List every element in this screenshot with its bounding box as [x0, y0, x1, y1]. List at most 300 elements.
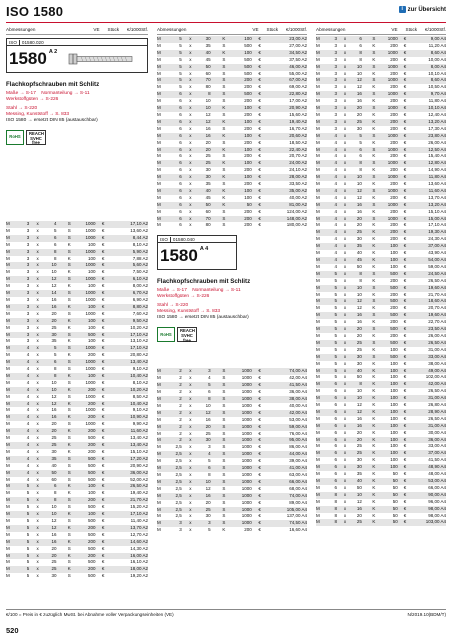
table-cell: M [316, 263, 320, 269]
table-cell: M [316, 312, 327, 319]
table-cell: 26,50 A4 [409, 340, 446, 347]
table-cell: 8,00 A2 [132, 283, 148, 289]
table-row [316, 368, 446, 375]
table-row [6, 380, 148, 387]
table-cell: 5 [334, 291, 337, 297]
table-cell: K [372, 319, 376, 325]
table-cell: S [62, 345, 77, 352]
table-cell: € [258, 375, 261, 381]
table-cell: 500 [244, 42, 252, 48]
table-cell: 35 [43, 456, 62, 463]
table-cell: 41,50 A4 [428, 457, 446, 463]
table-cell: K [62, 525, 77, 532]
table-cell: 7,88 A2 [132, 255, 148, 261]
table-cell: 9,10 A2 [132, 407, 148, 413]
table-cell: M [6, 545, 10, 551]
table-cell: M [316, 423, 327, 430]
table-cell: 16 [356, 319, 362, 325]
footer-code: N/2019.10(BDM/T) [407, 612, 446, 617]
table-cell: € [99, 470, 108, 477]
table-cell: € [99, 249, 108, 256]
table-cell: 42,00 A4 [265, 410, 307, 417]
table-cell: M [316, 285, 327, 292]
table-cell: 6 [334, 471, 337, 477]
table-row [157, 50, 307, 57]
table-cell: x [340, 340, 350, 347]
table-cell: 100 [390, 263, 398, 269]
table-cell: 3 [334, 98, 337, 104]
table-cell: € [101, 310, 105, 316]
table-cell: S [222, 222, 226, 228]
table-row [316, 305, 446, 312]
table-cell: 3 [26, 269, 30, 275]
table-cell: 6 [334, 429, 337, 435]
drive-link[interactable]: Maße → S-17 [6, 91, 36, 96]
table-cell: 200 [390, 208, 398, 214]
table-cell: S [62, 262, 77, 269]
table-cell: 500 [88, 531, 96, 537]
table-cell: € [255, 479, 265, 486]
table-cell: 6 [208, 389, 211, 395]
table-row [316, 519, 446, 526]
table-cell: 6 [359, 153, 362, 159]
rohs-badge: RoHS [6, 130, 24, 145]
table-cell: € [403, 84, 407, 90]
table-cell: M [316, 160, 327, 167]
table-cell: 100 [390, 388, 398, 394]
table-cell: 8 [350, 381, 367, 388]
table-cell: x [36, 255, 39, 261]
table-cell: € [99, 345, 108, 352]
table-cell: 6 [179, 181, 182, 187]
product-norm-label: ISO [160, 236, 168, 242]
table-cell: x [36, 324, 39, 330]
table-cell: x [36, 517, 39, 523]
table-cell: 500 [77, 332, 99, 339]
steel-link[interactable]: Stahl → S-220 [157, 303, 189, 309]
table-cell: 10 [356, 70, 362, 76]
table-cell: € [101, 227, 105, 233]
table-cell: S [222, 56, 226, 62]
table-cell: x [340, 77, 350, 84]
table-cell: 63,00 A4 [289, 471, 307, 477]
table-cell: 50 [196, 64, 216, 71]
table-cell: 8 [327, 519, 340, 526]
table-cell: 1000 [381, 50, 401, 57]
table-cell: € [101, 476, 105, 482]
table-cell: 3 [334, 70, 337, 76]
table-cell: x [32, 483, 43, 490]
table-cell: € [255, 424, 265, 431]
table-cell: 5 [327, 354, 340, 361]
table-cell: M [157, 222, 161, 228]
table-cell: 16 [196, 133, 216, 140]
table-cell: x [340, 423, 350, 430]
table-cell: 500 [88, 476, 96, 482]
table-row [316, 112, 446, 119]
table-cell: € [99, 428, 108, 435]
brass-link[interactable]: Messing, Kunststoff → S. 833 [6, 112, 70, 117]
table-cell: M [6, 387, 18, 394]
table-cell: 10 [356, 181, 362, 187]
table-cell: 25 [205, 430, 211, 436]
table-cell: K [367, 368, 381, 375]
table-row [157, 465, 307, 472]
table-cell: M [316, 319, 320, 325]
table-cell: x [189, 56, 192, 62]
table-cell: 100 [232, 188, 255, 195]
table-cell: 5 [18, 511, 32, 518]
table-cell: 8,60 A4 [409, 77, 446, 84]
table-cell: M [316, 257, 327, 264]
table-cell: 10 [196, 479, 216, 486]
table-cell: K [62, 304, 77, 311]
table-cell: K [222, 194, 226, 200]
table-cell: x [340, 492, 350, 499]
table-cell: S [62, 276, 77, 283]
table-cell: € [401, 340, 409, 347]
table-cell: 200 [77, 553, 99, 560]
product-links [6, 91, 148, 103]
table-cell: 4 [334, 236, 337, 242]
table-cell: M [157, 98, 161, 104]
table-cell: S [216, 507, 232, 514]
table-cell: 5 [170, 50, 185, 57]
footer-note: €/100 = Preis in € zuzüglich MwSt. bei Abnahme voller Verpackungseinheiten (VE) [6, 612, 174, 617]
table-cell: x [36, 531, 39, 537]
table-cell: 20 [51, 310, 57, 316]
table-cell: x [36, 283, 39, 289]
table-cell: S [67, 227, 71, 233]
table-cell: S [216, 493, 232, 500]
table-cell: 53,00 A4 [289, 416, 307, 422]
table-cell: 1000 [85, 296, 96, 302]
table-cell: x [185, 216, 196, 223]
table-row [157, 431, 307, 438]
table-cell: x [189, 527, 192, 533]
table-cell: 11,80 A4 [409, 174, 446, 181]
table-cell: x [343, 56, 347, 62]
table-cell: 500 [381, 312, 401, 319]
table-cell: S [222, 208, 226, 214]
table-cell: K [367, 492, 381, 499]
table-cell: M [157, 56, 161, 62]
table-cell: 1000 [241, 402, 252, 408]
table-cell: 31,00 A4 [428, 346, 446, 352]
table-cell: S [216, 216, 232, 223]
table-cell: x [36, 476, 39, 482]
table-cell: K [367, 409, 381, 416]
table-cell: x [340, 50, 350, 57]
table-cell: € [258, 499, 261, 505]
table-cell: € [401, 478, 409, 485]
table-cell: S [62, 290, 77, 297]
table-cell: 4 [18, 373, 32, 380]
table-cell: x [189, 70, 192, 76]
table-cell: 5 [26, 531, 30, 537]
table-row [316, 395, 446, 402]
table-cell: € [258, 98, 261, 104]
table-cell: M [316, 450, 327, 457]
table-cell: 1000 [85, 407, 96, 413]
table-cell: 10 [43, 511, 62, 518]
table-cell: 39,00 A4 [289, 458, 307, 464]
material-link[interactable]: Werkstoffgüten → S-226 [157, 294, 210, 300]
norm-link[interactable]: Normanteilung → S-11 [41, 91, 90, 96]
table-row [316, 236, 446, 243]
table-cell: 100 [381, 437, 401, 444]
table-cell: x [36, 296, 39, 302]
table-cell: K [367, 243, 381, 250]
table-cell: x [343, 98, 347, 104]
table-cell: M [6, 407, 10, 413]
table-cell: € [258, 56, 261, 62]
table-cell: 100 [390, 402, 398, 408]
table-cell: 50 [392, 498, 398, 504]
table-cell: € [99, 553, 108, 560]
table-cell: x [32, 414, 43, 421]
table-cell: 36,00 A2 [108, 470, 148, 477]
table-cell: x [343, 360, 347, 366]
table-cell: 67,00 A2 [265, 77, 307, 84]
table-row [6, 566, 148, 573]
table-cell: 5 [334, 277, 337, 283]
table-cell: 12,50 A4 [409, 147, 446, 154]
table-cell: 3 [18, 221, 32, 228]
table-cell: x [185, 160, 196, 167]
table-cell: € [255, 174, 265, 181]
table-cell: x [343, 84, 347, 90]
table-cell: 12 [43, 276, 62, 283]
table-cell: K [367, 478, 381, 485]
overview-link[interactable] [399, 6, 446, 13]
table-cell: x [343, 42, 347, 48]
table-cell: K [372, 263, 376, 269]
table-cell: 6 [350, 36, 367, 43]
table-cell: 12,70 A2 [130, 531, 148, 537]
table-cell: M [316, 64, 327, 71]
table-cell: 1000 [85, 393, 96, 399]
product-grade: A 2 [48, 49, 58, 55]
table-cell: € [258, 402, 261, 408]
table-cell: K [216, 160, 232, 167]
table-cell: 1000 [232, 396, 255, 403]
table-cell: 60 [51, 476, 57, 482]
table-cell: K [372, 429, 376, 435]
table-cell: 10,40 A2 [108, 401, 148, 408]
table-cell: 50 [196, 202, 216, 209]
table-cell: 10 [51, 504, 57, 510]
table-cell: € [255, 91, 265, 98]
table-cell: S [367, 326, 381, 333]
table-row [316, 298, 446, 305]
table-row [316, 209, 446, 216]
table-cell: 5 [350, 133, 367, 140]
table-cell: x [340, 519, 350, 526]
table-cell: M [316, 457, 320, 463]
table-cell: € [403, 111, 407, 117]
table-cell: 14,90 A4 [428, 167, 446, 173]
table-cell: 45 [350, 257, 367, 264]
table-cell: 25 [205, 153, 211, 159]
header-vk: VE [252, 27, 259, 32]
table-cell: 100 [390, 346, 398, 352]
table-cell: 22,40 A2 [265, 147, 307, 154]
table-cell: 1000 [381, 188, 401, 195]
table-cell: M [316, 133, 327, 140]
table-cell: K [367, 506, 381, 513]
table-cell: € [99, 401, 108, 408]
table-row [316, 50, 446, 57]
table-cell: 30 [356, 125, 362, 131]
table-cell: € [403, 153, 407, 159]
table-cell: x [189, 42, 192, 48]
table-cell: 100 [88, 241, 96, 247]
table-cell: K [372, 277, 376, 283]
header-rule [6, 22, 446, 23]
table-cell: 500 [381, 354, 401, 361]
table-cell: 6 [43, 359, 62, 366]
table-row [316, 167, 446, 174]
table-row [157, 500, 307, 507]
table-cell: 200 [390, 167, 398, 173]
brass-link[interactable]: Messing, Kunststoff → S. 833 [157, 309, 221, 315]
table-cell: 100 [232, 160, 255, 167]
table-cell: 66,00 A4 [428, 484, 446, 490]
table-cell: M [316, 216, 327, 223]
table-cell: S [367, 91, 381, 98]
table-cell: € [401, 464, 409, 471]
norm-link[interactable]: Normanteilung → S-11 [192, 288, 241, 294]
table-cell: € [258, 84, 261, 90]
table-cell: € [258, 389, 261, 395]
table-cell: € [401, 492, 409, 499]
table-row [157, 527, 307, 534]
table-cell: € [255, 410, 265, 417]
table-cell: 2 [170, 410, 185, 417]
table-cell: 24,30 A4 [428, 236, 446, 242]
table-row [6, 449, 148, 456]
table-cell: M [6, 255, 10, 261]
table-cell: 1000 [241, 416, 252, 422]
table-cell: € [401, 243, 409, 250]
table-cell: 200 [77, 387, 99, 394]
table-cell: S [216, 465, 232, 472]
table-cell: 59,00 A4 [265, 424, 307, 431]
table-cell: 6 [170, 119, 185, 126]
header-price: €/1000Stf. [127, 27, 148, 32]
table-cell: 6 [170, 216, 185, 223]
table-cell: M [316, 512, 320, 518]
table-cell: x [185, 493, 196, 500]
table-cell: 100 [232, 105, 255, 112]
table-cell: 49,00 A4 [409, 368, 446, 375]
table-cell: 100 [88, 324, 96, 330]
table-row [6, 518, 148, 525]
product-code: 01580.020 [19, 40, 46, 45]
table-cell: 6 [327, 478, 340, 485]
table-cell: S [67, 366, 71, 372]
table-cell: 5 [18, 553, 32, 560]
table-cell: S [367, 188, 381, 195]
table-cell: 100 [390, 415, 398, 421]
table-row [6, 221, 148, 228]
table-cell: M [157, 430, 161, 436]
table-cell: x [36, 448, 39, 454]
table-cell: 5 [18, 566, 32, 573]
table-cell: 4 [327, 243, 340, 250]
table-cell: x [340, 506, 350, 513]
table-cell: x [32, 525, 43, 532]
table-cell: 12 [356, 402, 362, 408]
table-cell: 20,70 A4 [428, 305, 446, 311]
table-cell: 2 [170, 368, 185, 375]
table-cell: 35 [205, 181, 211, 187]
drive-link[interactable]: Maße → S-17 [157, 288, 187, 294]
table-row [316, 278, 446, 285]
table-cell: 20,90 A2 [130, 462, 148, 468]
table-cell: € [401, 368, 409, 375]
table-cell: 5 [54, 227, 57, 233]
table-cell: 28,90 A4 [409, 409, 446, 416]
table-cell: 34,50 A2 [265, 50, 307, 57]
table-cell: K [67, 324, 71, 330]
table-cell: x [340, 174, 350, 181]
table-cell: M [157, 479, 170, 486]
table-cell: x [340, 409, 350, 416]
table-cell: 8 [327, 506, 340, 513]
table-cell: K [62, 414, 77, 421]
table-cell: € [258, 513, 261, 519]
table-cell: 24,00 A2 [265, 160, 307, 167]
table-cell: 10 [356, 291, 362, 297]
table-cell: 16,10 A2 [130, 559, 148, 565]
table-cell: 3 [196, 368, 216, 375]
table-cell: 2,5 [170, 493, 185, 500]
table-cell: M [6, 456, 18, 463]
table-cell: € [101, 269, 105, 275]
table-cell: x [32, 249, 43, 256]
table-row [316, 347, 446, 354]
table-cell: 100 [232, 36, 255, 43]
table-cell: 4 [334, 222, 337, 228]
table-cell: K [372, 56, 376, 62]
table-cell: 500 [232, 91, 255, 98]
table-cell: 20 [196, 424, 216, 431]
material-link[interactable]: Werkstoffgüten → S-226 [6, 97, 59, 102]
table-cell: € [403, 167, 407, 173]
table-cell: 9,10 A2 [132, 366, 148, 372]
table-cell: 22,80 A2 [265, 91, 307, 98]
table-cell: M [316, 346, 320, 352]
table-cell: x [343, 167, 347, 173]
table-row [157, 160, 307, 167]
header-qty: Stück [107, 27, 120, 32]
table-cell: 1000 [77, 359, 99, 366]
table-cell: € [401, 147, 409, 154]
table-cell: 200 [77, 539, 99, 546]
table-row [6, 235, 148, 242]
steel-link[interactable]: Stahl → S-220 [6, 106, 38, 111]
table-cell: x [340, 229, 350, 236]
table-cell: 8,44 A2 [108, 235, 148, 242]
table-cell: 25 [196, 160, 216, 167]
table-cell: M [316, 374, 320, 380]
table-cell: 25 [196, 507, 216, 514]
table-cell: M [316, 181, 320, 187]
table-cell: M [316, 498, 320, 504]
table-cell: K [62, 442, 77, 449]
